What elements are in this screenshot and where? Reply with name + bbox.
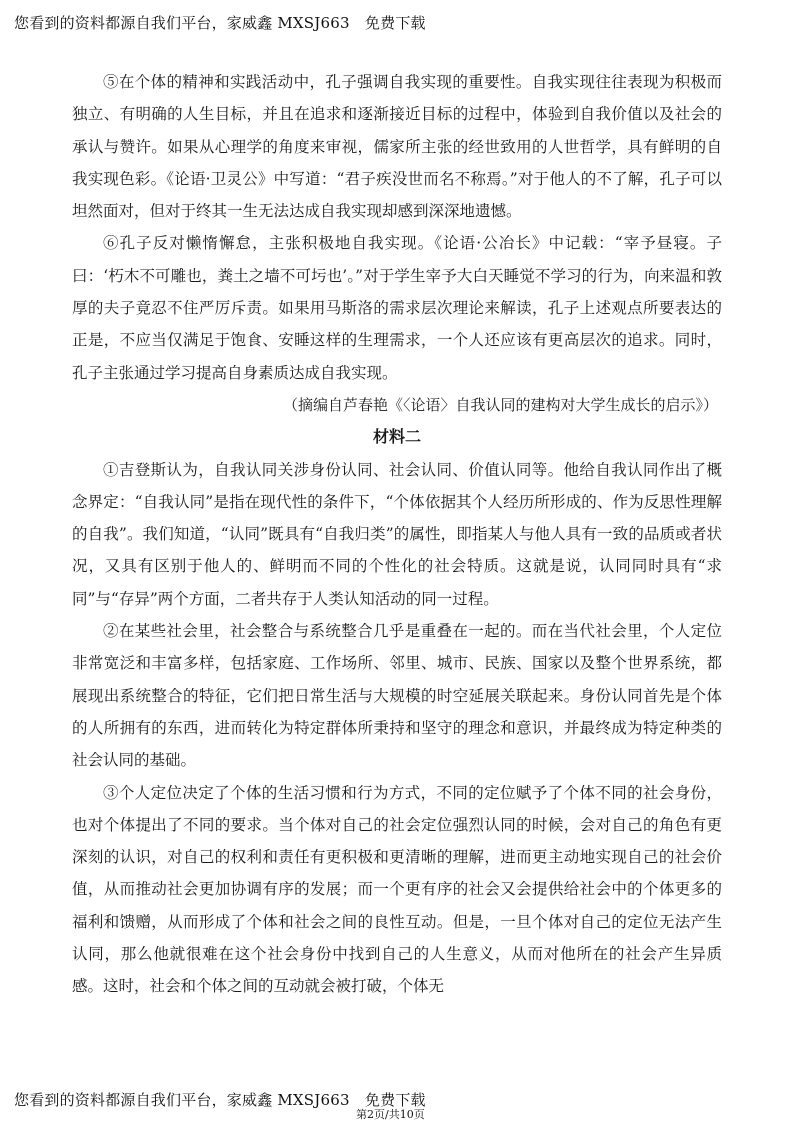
document-body (72, 66, 722, 1003)
footer-watermark: 您看到的资料都源自我们平台，家威鑫 MXSJ663 免费下载 (14, 1091, 426, 1109)
material1-paragraph-5: ⑤在个体的精神和实践活动中，孔子强调自我实现的重要性。自我实现往往表现为积极而独立、有明确的人生目标，并且在追求和逐渐接近目标的过程中，体验到自我价值以及社会的承认与赞许。如果从心理学的角度来审视，儒家所主张的经世致用的人世哲学，具有鲜明的自我实现色彩。《论语·卫灵公》中写道：“君子疾没世而名不称焉。”对于他人的不了解，孔子可以坦然面对，但对于终其一生无法达成自我实现却感到深深地遗憾。 (72, 73, 722, 221)
page-number: 第2页/共10页 (356, 1108, 425, 1121)
material2-paragraph-3: ③个人定位决定了个体的生活习惯和行为方式，不同的定位赋予了个体不同的社会身份，也对个体提出了不同的要求。当个体对自己的社会定位强烈认同的时候，会对自己的角色有更深刻的认识，对自己的权利和责任有更积极和更清晰的理解，进而更主动地实现自己的社会价值，从而推动社会更加协调有序的发展；而一个更有序的社会又会提供给社会中的个体更多的福利和馈赠，从而形成了个体和社会之间的良性互动。但是，一旦个体对自己的定位无法产生认同，那么他就很难在这个社会身份中找到自己的人生意义，从而对他所在的社会产生异质感。这时，社会和个体之间的互动就会被打破，个体无 (72, 783, 722, 996)
material2-heading: 材料二 (372, 427, 421, 447)
material1-paragraph-6: ⑥孔子反对懒惰懈怠，主张积极地自我实现。《论语·公冶长》中记载：“宰予昼寝。子曰：‘朽木不可雕也，粪土之墙不可圬也’。”对于学生宰予大白天睡觉不学习的行为，向来温和敦厚的夫子竟忍不住严厉斥责。如果用马斯洛的需求层次理论来解读，孔子上述观点所要表达的正是，不应当仅满足于饱食、安睡这样的生理需求，一个人还应该有更高层次的追求。同时，孔子主张通过学习提高自身素质达成自我实现。 (72, 234, 722, 382)
material2-paragraph-2: ②在某些社会里，社会整合与系统整合几乎是重叠在一起的。而在当代社会里，个人定位非常宽泛和丰富多样，包括家庭、工作场所、邻里、城市、民族、国家以及整个世界系统，都展现出系统整合的特征，它们把日常生活与大规模的时空延展关联起来。身份认同首先是个体的人所拥有的东西，进而转化为特定群体所秉持和坚守的理念和意识，并最终成为特定种类的社会认同的基础。 (72, 622, 722, 770)
header-watermark: 您看到的资料都源自我们平台，家威鑫 MXSJ663 免费下载 (14, 14, 426, 32)
material2-paragraph-1: ①吉登斯认为，自我认同关涉身份认同、社会认同、价值认同等。他给自我认同作出了概念界定：“自我认同”是指在现代性的条件下，“个体依据其个人经历所形成的、作为反思性理解的自我”。我们知道，“认同”既具有“自我归类”的属性，即指某人与他人具有一致的品质或者状况，又具有区别于他人的、鲜明而不同的个性化的社会特质。这就是说，认同同时具有“求同”与“存异”两个方面，二者共存于人类认知活动的同一过程。 (72, 460, 722, 608)
material1-source-citation: （摘编自芦春艳《〈论语〉自我认同的建构对大学生成长的启示》） (282, 395, 718, 414)
